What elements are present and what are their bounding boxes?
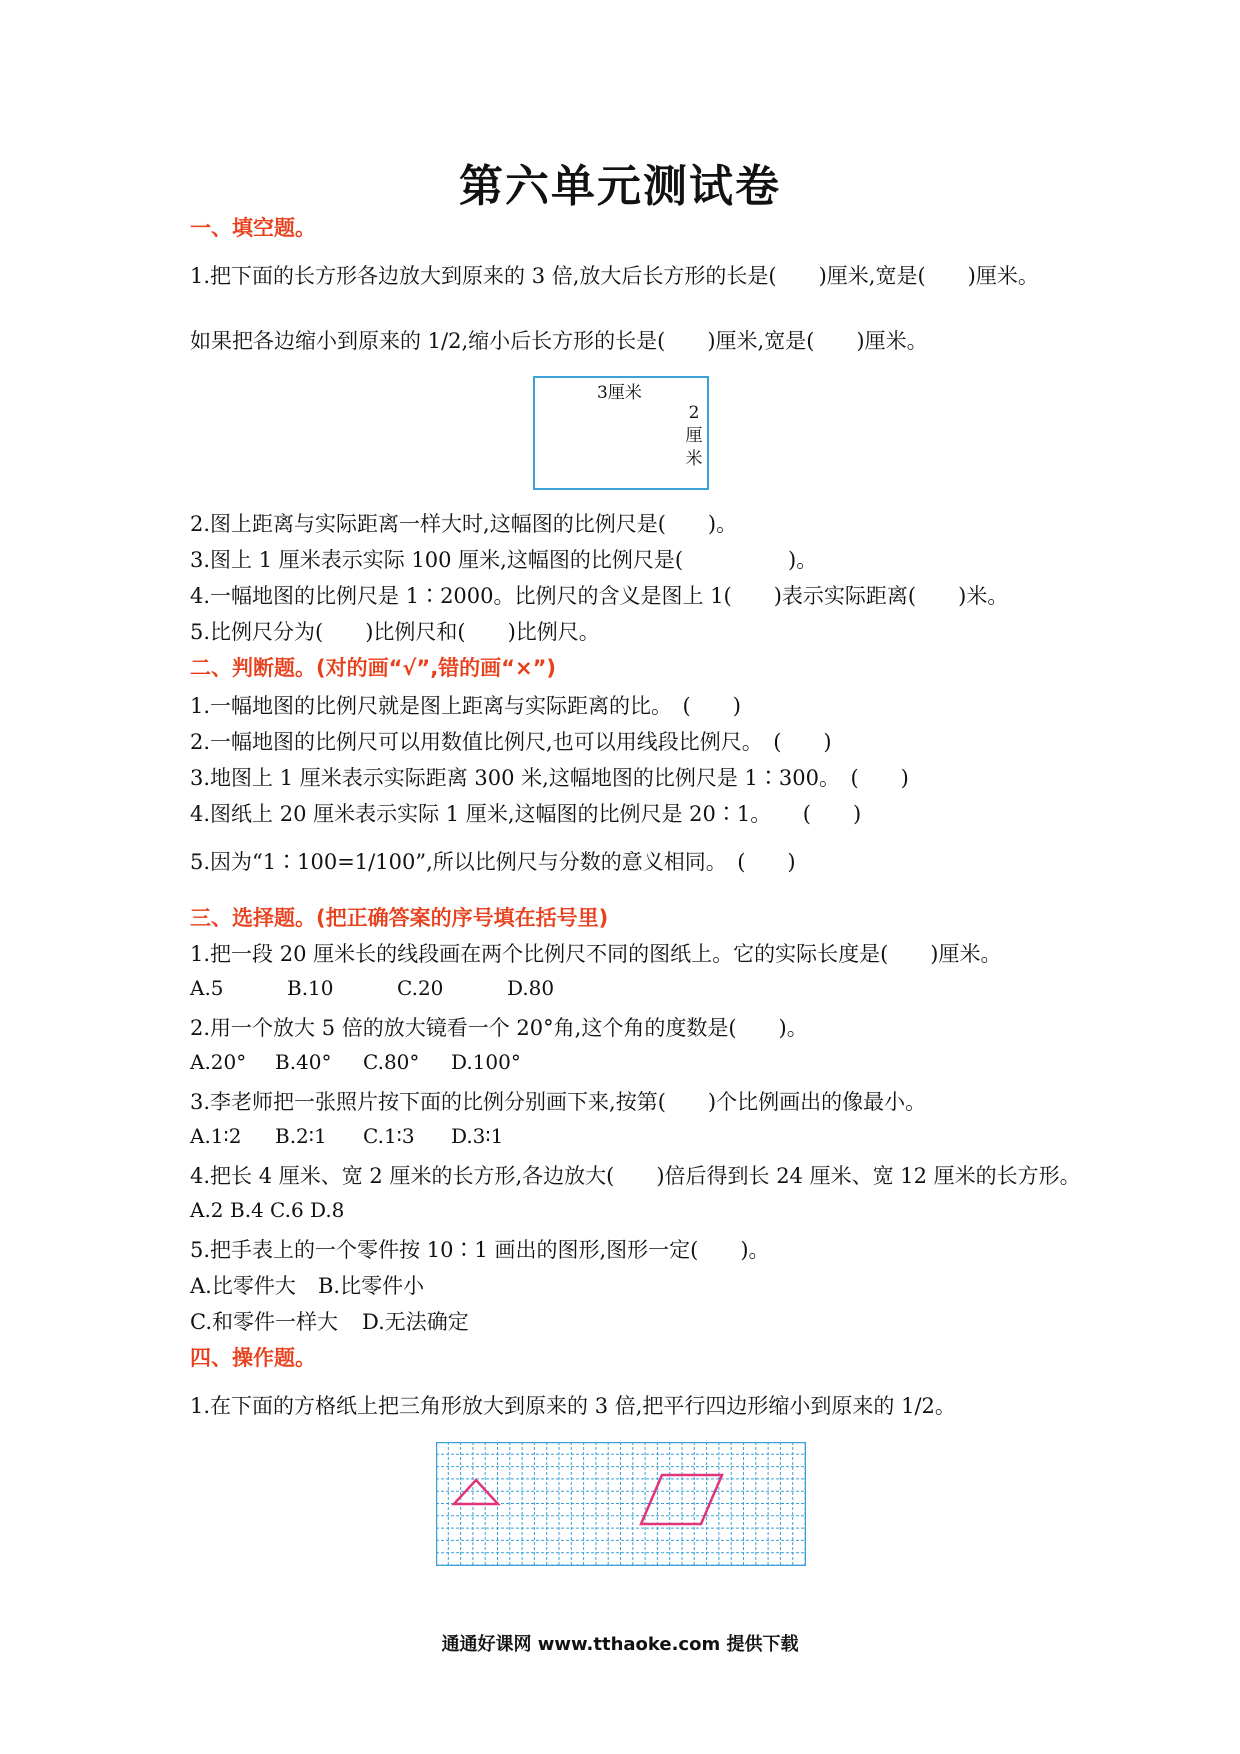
choice-3-option-a: A.1∶2: [190, 1124, 242, 1148]
fill-question-2: 2.图上距离与实际距离一样大时,这幅图的比例尺是( )。: [190, 512, 738, 536]
fill-question-5: 5.比例尺分为( )比例尺和( )比例尺。: [190, 620, 600, 644]
footer-credit: 通通好课网 www.tthaoke.com 提供下载: [441, 1634, 799, 1655]
section-heading-fill-blank: 一、填空题。: [190, 216, 316, 240]
fill-question-1b: 如果把各边缩小到原来的 1/2,缩小后长方形的长是( )厘米,宽是( )厘米。: [190, 329, 928, 353]
section-heading-choice: 三、选择题。(把正确答案的序号填在括号里): [190, 906, 609, 930]
choice-question-5: 5.把手表上的一个零件按 10∶1 画出的图形,图形一定( )。: [190, 1238, 770, 1262]
choice-question-1: 1.把一段 20 厘米长的线段画在两个比例尺不同的图纸上。它的实际长度是( )厘米。: [190, 942, 1002, 966]
choice-4-option-d: D.8: [310, 1198, 345, 1222]
choice-5-option-c: C.和零件一样大: [190, 1310, 338, 1334]
choice-4-option-a: A.2: [190, 1198, 224, 1222]
page-title: 第六单元测试卷: [459, 161, 781, 212]
rectangle-length-label: 3厘米: [597, 383, 642, 403]
choice-question-3: 3.李老师把一张照片按下面的比例分别画下来,按第( )个比例画出的像最小。: [190, 1090, 927, 1114]
choice-3-option-c: C.1∶3: [363, 1124, 415, 1148]
section-heading-judgement: 二、判断题。(对的画“√”,错的画“×”): [190, 656, 556, 680]
choice-1-option-d: D.80: [507, 976, 555, 1000]
fill-question-1a: 1.把下面的长方形各边放大到原来的 3 倍,放大后长方形的长是( )厘米,宽是( )厘米。: [190, 264, 1039, 288]
choice-2-option-a: A.20°: [190, 1050, 247, 1074]
fill-question-3: 3.图上 1 厘米表示实际 100 厘米,这幅图的比例尺是( )。: [190, 548, 818, 572]
grid-paper: [436, 1442, 806, 1566]
judge-question-2: 2.一幅地图的比例尺可以用数值比例尺,也可以用线段比例尺。 ( ): [190, 730, 832, 754]
choice-question-4: 4.把长 4 厘米、宽 2 厘米的长方形,各边放大( )倍后得到长 24 厘米、宽 12 厘米的长方形。: [190, 1164, 1081, 1188]
choice-3-option-b: B.2∶1: [275, 1124, 327, 1148]
choice-5-option-b: B.比零件小: [318, 1274, 425, 1298]
section-heading-operation: 四、操作题。: [190, 1346, 316, 1370]
judge-question-3: 3.地图上 1 厘米表示实际距离 300 米,这幅地图的比例尺是 1∶300。 ( ): [190, 766, 909, 790]
choice-2-option-b: B.40°: [275, 1050, 332, 1074]
choice-2-option-c: C.80°: [363, 1050, 420, 1074]
rectangle-figure: [533, 376, 709, 490]
choice-5-option-d: D.无法确定: [362, 1310, 469, 1334]
rectangle-width-label: 2厘米: [685, 403, 703, 469]
fill-question-4: 4.一幅地图的比例尺是 1∶2000。比例尺的含义是图上 1( )表示实际距离( )米。: [190, 584, 1009, 608]
choice-question-2: 2.用一个放大 5 倍的放大镜看一个 20°角,这个角的度数是( )。: [190, 1016, 808, 1040]
choice-1-option-b: B.10: [287, 976, 334, 1000]
operate-question-1: 1.在下面的方格纸上把三角形放大到原来的 3 倍,把平行四边形缩小到原来的 1/2。: [190, 1394, 956, 1418]
choice-2-option-d: D.100°: [451, 1050, 521, 1074]
choice-4-option-c: C.6: [270, 1198, 304, 1222]
choice-5-option-a: A.比零件大: [190, 1274, 296, 1298]
judge-question-5: 5.因为“1∶100=1/100”,所以比例尺与分数的意义相同。 ( ): [190, 850, 796, 874]
choice-1-option-a: A.5: [190, 976, 224, 1000]
judge-question-1: 1.一幅地图的比例尺就是图上距离与实际距离的比。 ( ): [190, 694, 741, 718]
judge-question-4: 4.图纸上 20 厘米表示实际 1 厘米,这幅图的比例尺是 20∶1。 ( ): [190, 802, 862, 826]
choice-1-option-c: C.20: [397, 976, 444, 1000]
choice-4-option-b: B.4: [230, 1198, 264, 1222]
choice-3-option-d: D.3∶1: [451, 1124, 504, 1148]
